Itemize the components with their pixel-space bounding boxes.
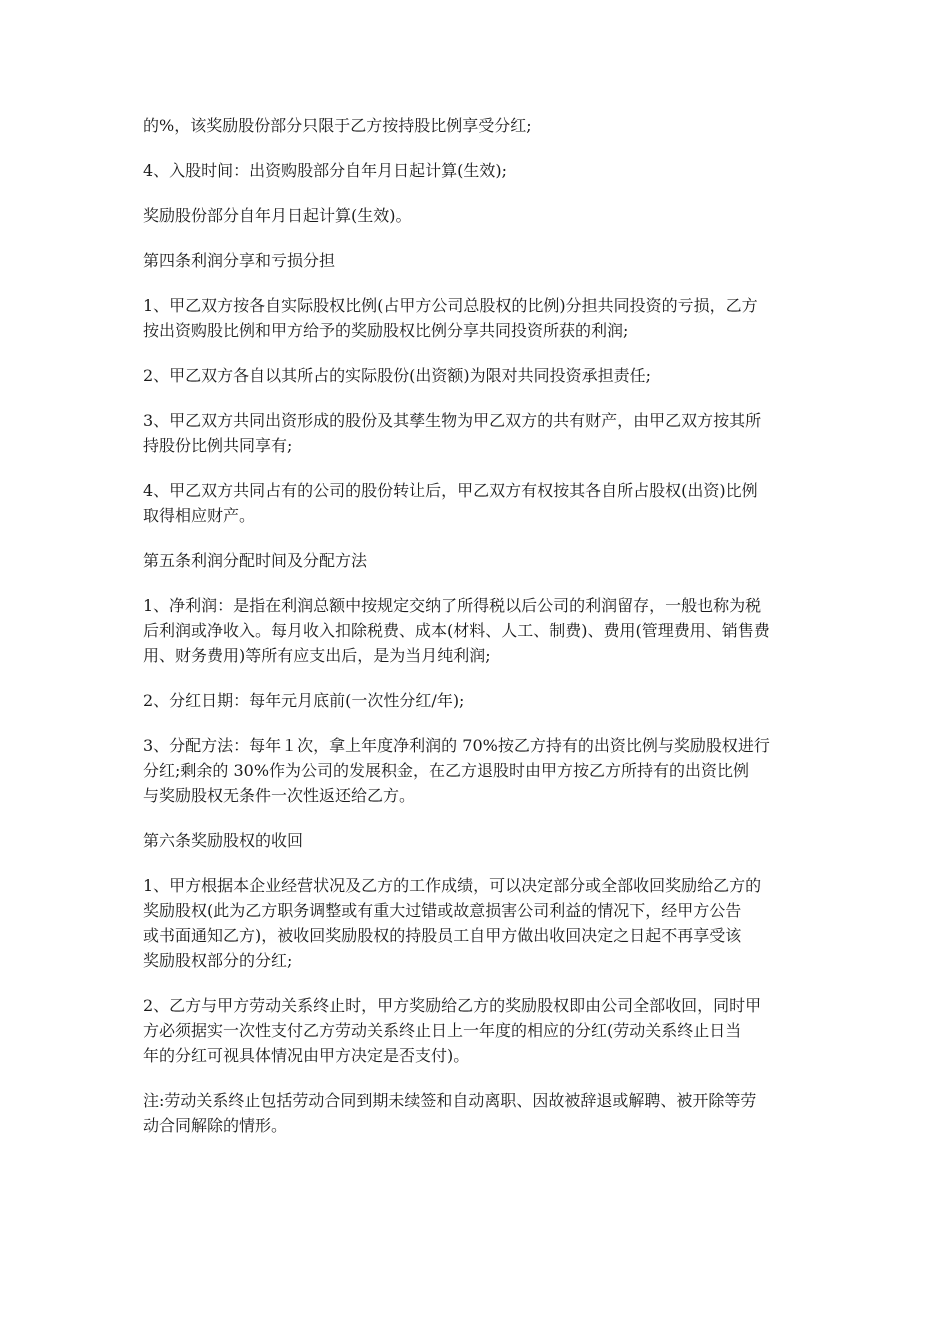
text-line: 1、甲乙双方按各自实际股权比例(占甲方公司总股权的比例)分担共同投资的亏损，乙方 [143,296,758,315]
text-line: 第五条利润分配时间及分配方法 [143,551,368,570]
paragraph [143,363,809,388]
paragraph [143,1088,809,1138]
text-line: 动合同解除的情形。 [143,1116,288,1135]
paragraph [143,593,809,668]
paragraph [143,408,809,458]
text-line: 的%，该奖励股份部分只限于乙方按持股比例享受分红; [143,116,532,135]
text-line: 奖励股份部分自年月日起计算(生效)。 [143,206,412,225]
text-line: 2、乙方与甲方劳动关系终止时，甲方奖励给乙方的奖励股权即由公司全部收回，同时甲 [143,996,762,1015]
text-line: 2、甲乙双方各自以其所占的实际股份(出资额)为限对共同投资承担责任; [143,366,652,385]
text-line: 后利润或净收入。每月收入扣除税费、成本(材料、人工、制费)、费用(管理费用、销售费 [143,621,770,640]
paragraph [143,548,809,573]
text-line: 或书面通知乙方)，被收回奖励股权的持股员工自甲方做出收回决定之日起不再享受该 [143,926,742,945]
text-line: 持股份比例共同享有; [143,436,293,455]
paragraph [143,248,809,273]
text-line: 第四条利润分享和亏损分担 [143,251,336,270]
paragraph [143,993,809,1068]
paragraph [143,688,809,713]
text-line: 年的分红可视具体情况由甲方决定是否支付)。 [143,1046,470,1065]
text-line: 奖励股权(此为乙方职务调整或有重大过错或故意损害公司利益的情况下，经甲方公告 [143,901,742,920]
text-line: 奖励股权部分的分红; [143,951,293,970]
text-line: 用、财务费用)等所有应支出后，是为当月纯利润; [143,646,491,665]
text-line: 第六条奖励股权的收回 [143,831,304,850]
text-line: 3、甲乙双方共同出资形成的股份及其孳生物为甲乙双方的共有财产，由甲乙双方按其所 [143,411,762,430]
text-line: 分红;剩余的 30%作为公司的发展积金，在乙方退股时由甲方按乙方所持有的出资比例 [143,761,750,780]
paragraph [143,828,809,853]
text-line: 注:劳动关系终止包括劳动合同到期未续签和自动离职、因故被辞退或解聘、被开除等劳 [143,1091,757,1110]
text-line: 3、分配方法：每年１次，拿上年度净利润的 70%按乙方持有的出资比例与奖励股权进行 [143,736,770,755]
text-line: 2、分红日期：每年元月底前(一次性分红/年); [143,691,465,710]
paragraph [143,478,809,528]
paragraph [143,733,809,808]
text-line: 1、净利润：是指在利润总额中按规定交纳了所得税以后公司的利润留存，一般也称为税 [143,596,762,615]
document-body [143,113,809,1158]
text-line: 4、入股时间：出资购股部分自年月日起计算(生效); [143,161,508,180]
text-line: 按出资购股比例和甲方给予的奖励股权比例分享共同投资所获的利润; [143,321,629,340]
text-line: 4、甲乙双方共同占有的公司的股份转让后，甲乙双方有权按其各自所占股权(出资)比例 [143,481,758,500]
text-line: 1、甲方根据本企业经营状况及乙方的工作成绩，可以决定部分或全部收回奖励给乙方的 [143,876,762,895]
text-line: 方必须据实一次性支付乙方劳动关系终止日上一年度的相应的分红(劳动关系终止日当 [143,1021,742,1040]
text-line: 与奖励股权无条件一次性返还给乙方。 [143,786,416,805]
paragraph [143,158,809,183]
paragraph [143,203,809,228]
text-line: 取得相应财产。 [143,506,256,525]
paragraph [143,113,809,138]
paragraph [143,293,809,343]
paragraph [143,873,809,973]
